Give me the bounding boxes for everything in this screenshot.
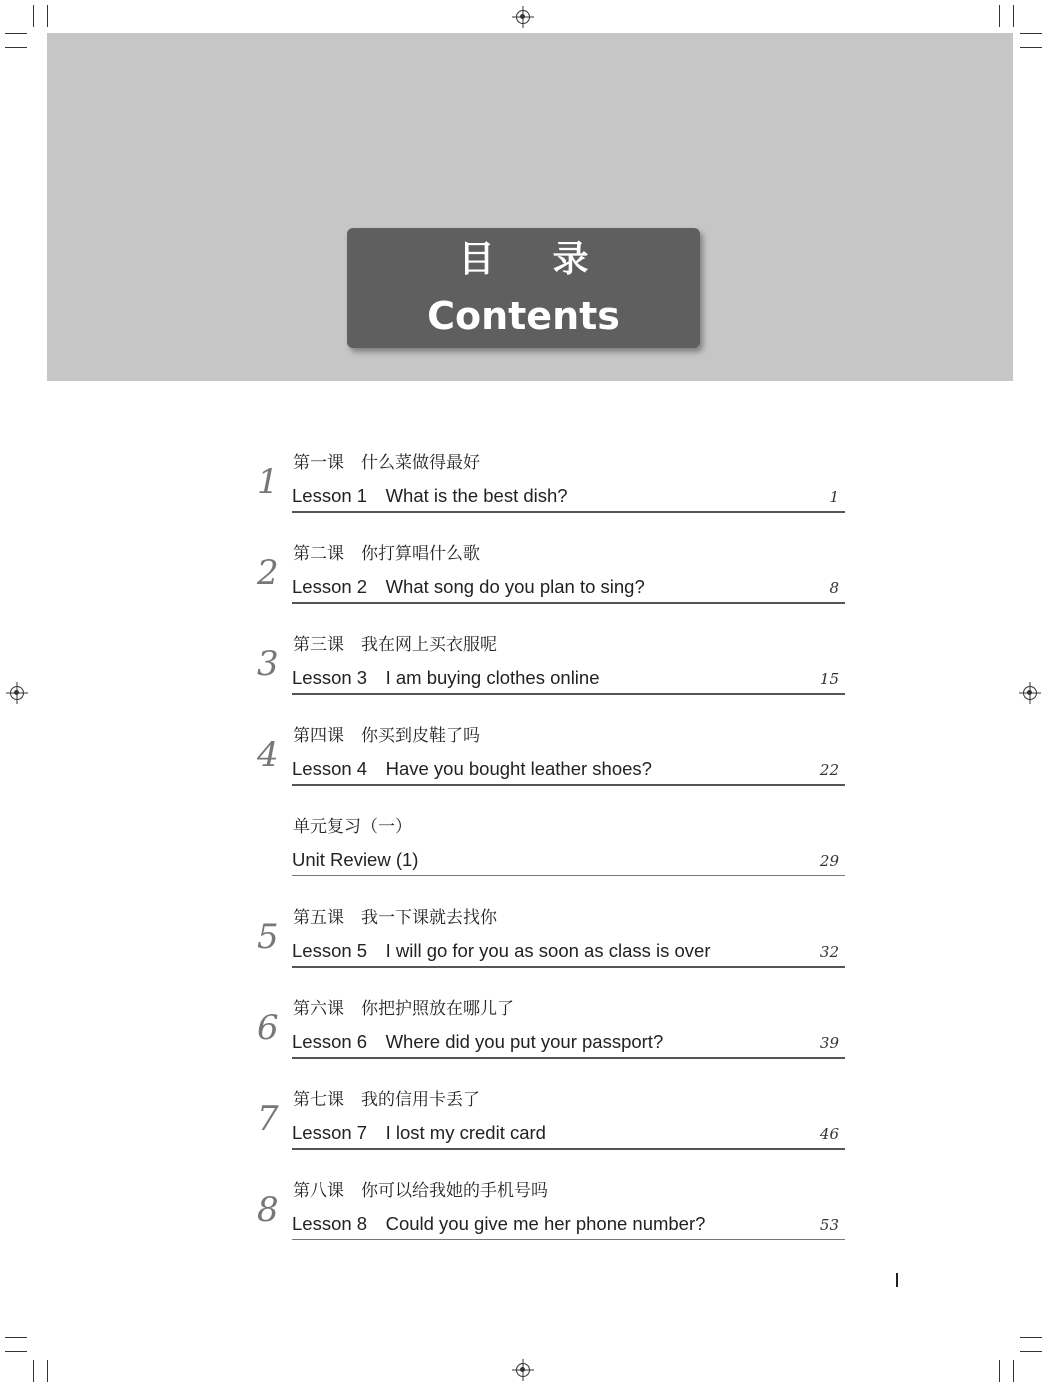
toc-title-cn: 单元复习（一） [293,817,412,837]
chapter-number: 7 [257,1099,279,1139]
crop-mark [1020,1351,1042,1352]
crop-mark [1020,1337,1042,1338]
toc-entry-lesson-4[interactable] [255,725,845,787]
crop-mark [33,5,34,27]
chapter-number: 3 [257,644,279,684]
crop-mark [47,5,48,27]
toc-title-en: Lesson 7 I lost my credit card [292,1122,546,1143]
toc-title-cn: 第二课 你打算唱什么歌 [293,544,480,564]
crop-mark [999,5,1000,27]
chapter-number: 4 [257,735,279,775]
crop-mark [47,1360,48,1382]
toc-entry-lesson-3[interactable] [255,634,845,696]
page-title-en: Contents [427,294,620,338]
toc-page-number: 39 [819,1034,839,1052]
toc-title-en: Lesson 3 I am buying clothes online [292,667,600,688]
toc-title-cn: 第七课 我的信用卡丢了 [293,1090,480,1110]
toc-entry-lesson-1[interactable] [255,452,845,514]
registration-mark-icon [516,1363,530,1377]
toc-page-number: 46 [819,1125,839,1143]
toc-title-cn: 第四课 你买到皮鞋了吗 [293,726,480,746]
toc-title-cn: 第三课 我在网上买衣服呢 [293,635,497,655]
toc-page-number: 1 [829,488,839,506]
crop-mark [5,1351,27,1352]
toc-page-number: 22 [819,761,839,779]
page-title-cn: 目录 [458,239,647,280]
toc-divider [292,784,845,786]
toc-title-cn: 第一课 什么菜做得最好 [293,453,480,473]
title-box [347,228,700,348]
toc-title-cn: 第六课 你把护照放在哪儿了 [293,999,514,1019]
crop-mark [1013,1360,1014,1382]
toc-entry-unit-review-1[interactable] [255,816,845,878]
toc-title-en: Lesson 6 Where did you put your passport? [292,1031,664,1052]
page-folio [896,1273,898,1287]
toc-page-number: 8 [829,579,839,597]
registration-mark-icon [1023,686,1037,700]
toc-entry-lesson-5[interactable] [255,907,845,969]
toc-divider [292,1057,845,1059]
toc-divider [292,1239,845,1240]
toc-title-en: Unit Review (1) [292,849,419,870]
chapter-number: 2 [257,553,279,593]
crop-mark [999,1360,1000,1382]
chapter-number: 6 [257,1008,279,1048]
toc-page-number: 29 [819,852,839,870]
crop-mark [1020,47,1042,48]
toc-divider [292,693,845,695]
toc-title-en: Lesson 8 Could you give me her phone number? [292,1213,706,1234]
toc-divider [292,1148,845,1150]
crop-mark [1020,33,1042,34]
toc-entry-lesson-8[interactable] [255,1180,845,1242]
toc-divider [292,966,845,968]
toc-page-number: 32 [819,943,839,961]
toc-title-en: Lesson 1 What is the best dish? [292,485,568,506]
crop-mark [1013,5,1014,27]
registration-mark-icon [10,686,24,700]
toc-divider [292,602,845,604]
crop-mark [5,47,27,48]
toc-entry-lesson-7[interactable] [255,1089,845,1151]
toc-title-en: Lesson 5 I will go for you as soon as class is over [292,940,711,961]
toc-entry-lesson-6[interactable] [255,998,845,1060]
toc-title-cn: 第五课 我一下课就去找你 [293,908,497,928]
registration-mark-icon [516,10,530,24]
toc-page-number: 53 [819,1216,839,1234]
chapter-number: 1 [257,462,279,502]
toc-title-en: Lesson 4 Have you bought leather shoes? [292,758,652,779]
toc-page-number: 15 [819,670,839,688]
crop-mark [5,33,27,34]
toc-divider [292,875,845,876]
toc-entry-lesson-2[interactable] [255,543,845,605]
chapter-number: 5 [257,917,279,957]
crop-mark [5,1337,27,1338]
toc-divider [292,511,845,513]
toc-title-cn: 第八课 你可以给我她的手机号吗 [293,1181,548,1201]
chapter-number: 8 [257,1190,279,1230]
toc-title-en: Lesson 2 What song do you plan to sing? [292,576,645,597]
crop-mark [33,1360,34,1382]
